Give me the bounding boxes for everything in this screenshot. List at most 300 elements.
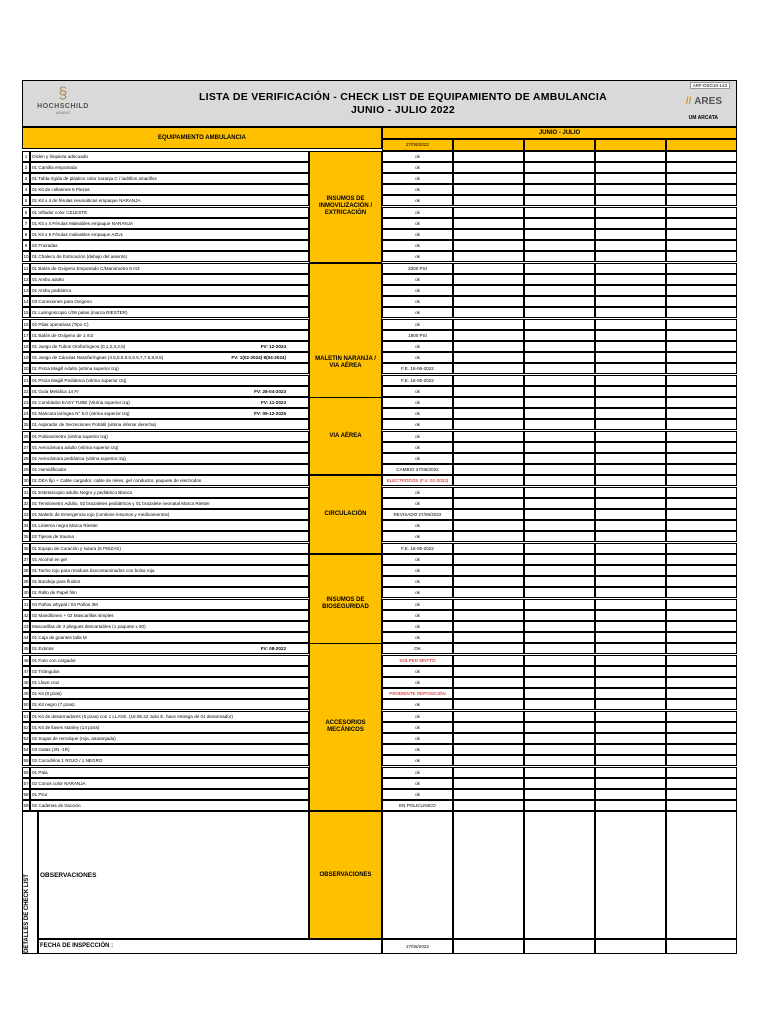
row-number: 17 [22, 330, 30, 341]
row-status-empty [524, 587, 595, 598]
row-status-empty [453, 397, 524, 408]
row-item: 01 Rollo de Papel film [30, 587, 309, 598]
row-status-empty [453, 789, 524, 800]
row-status-empty [666, 207, 737, 218]
row-number: 16 [22, 319, 30, 330]
row-status: ok [382, 285, 453, 296]
row-item: 02 Cadenas de tracción [30, 800, 309, 811]
row-status-empty [453, 677, 524, 688]
row-status-empty [666, 789, 737, 800]
row-status-empty [524, 699, 595, 710]
row-number: 9 [22, 240, 30, 251]
brand-mark-icon: // [685, 96, 692, 107]
row-status-empty [666, 431, 737, 442]
row-status-empty [666, 576, 737, 587]
date-column-header: 27/06/2022 [382, 139, 453, 151]
equipment-header: EQUIPAMIENTO AMBULANCIA [22, 127, 382, 149]
row-status-empty [595, 431, 666, 442]
row-number: 22 [22, 386, 30, 397]
row-item: 01 Linterna negra Marca Riester [30, 520, 309, 531]
row-status-empty [666, 643, 737, 654]
row-status-empty [524, 431, 595, 442]
row-status-empty [453, 666, 524, 677]
row-item: 01 Aerocámara adulto (vitrina superior izq) [30, 442, 309, 453]
row-status-empty [595, 274, 666, 285]
row-number: 47 [22, 666, 30, 677]
row-status: F.E. 18-06-2022 [382, 363, 453, 374]
row-number: 56 [22, 767, 30, 778]
row-item: Mascarillas de 3 pliegues descartables (1 paquete x 50) [30, 621, 309, 632]
row-status-empty [524, 789, 595, 800]
row-status-empty [595, 442, 666, 453]
row-status-empty [453, 587, 524, 598]
row-status-empty [666, 666, 737, 677]
row-status: ok [382, 576, 453, 587]
row-status: ok [382, 431, 453, 442]
row-status-empty [524, 240, 595, 251]
unit-label: UM ARCATA [688, 115, 718, 121]
row-status-empty [666, 263, 737, 274]
row-status-empty [666, 319, 737, 330]
row-status-empty [595, 251, 666, 262]
row-item: 01 Ambu pediátrico [30, 285, 309, 296]
row-number: 13 [22, 285, 30, 296]
row-status: ELECTRODOS (F.V. 02-2022) [382, 475, 453, 486]
row-item: 01 Balón de Oxígeno Empotrado C/Manómetro 6 m3 [30, 263, 309, 274]
row-number: 33 [22, 509, 30, 520]
row-status-empty [666, 711, 737, 722]
row-status-empty [595, 666, 666, 677]
row-status: REVISADO 27/06/2022 [382, 509, 453, 520]
row-status-empty [595, 610, 666, 621]
row-number: 36 [22, 543, 30, 554]
row-status-empty [666, 274, 737, 285]
row-status-empty [524, 162, 595, 173]
row-item: 01 Humidificador [30, 464, 309, 475]
row-status-empty [524, 487, 595, 498]
row-status-empty [524, 576, 595, 587]
row-status-empty [524, 195, 595, 206]
row-number: 50 [22, 699, 30, 710]
row-item: 01 Kit de collarines 6 Piezas [30, 184, 309, 195]
row-item: 01 Estetoscopio adulto Negro y pediátrico Blanco [30, 487, 309, 498]
row-status: ok [382, 587, 453, 598]
row-item: 01 Faro con cargador [30, 655, 309, 666]
row-status: ok [382, 632, 453, 643]
row-status: EN POLICLINICO [382, 800, 453, 811]
row-item: 01 Máscara laríngea N° 5.0 (vitrina superior izq) FV: 09-12-2025 [30, 408, 309, 419]
row-status-empty [453, 363, 524, 374]
row-status-empty [595, 565, 666, 576]
row-status-empty [595, 643, 666, 654]
row-status: ok [382, 599, 453, 610]
side-label-cell [22, 811, 38, 954]
period-header: JUNIO - JULIO [382, 127, 737, 139]
row-status: ok [382, 229, 453, 240]
row-status-empty [595, 531, 666, 542]
row-item: 01 DEA fijo + Cable cargador, cable de rieles, gel conductor, paquete de electrodos [30, 475, 309, 486]
row-status: ok [382, 341, 453, 352]
row-status-empty [666, 307, 737, 318]
doc-code: ARF-DSG10-143 [690, 82, 730, 89]
row-status-empty [595, 733, 666, 744]
row-item: 01 Pulsioxímetro (vitrina superior izq) [30, 431, 309, 442]
row-status-empty [595, 498, 666, 509]
row-number: 57 [22, 778, 30, 789]
row-status-empty [595, 778, 666, 789]
row-status-empty [595, 408, 666, 419]
row-status-empty [595, 330, 666, 341]
row-status: ok [382, 744, 453, 755]
date-column-header [595, 139, 666, 151]
row-number: 37 [22, 554, 30, 565]
row-status-empty [595, 285, 666, 296]
row-number: 1 [22, 151, 30, 162]
row-status-empty [595, 543, 666, 554]
row-number: 35 [22, 531, 30, 542]
row-status-empty [595, 307, 666, 318]
row-status-empty [453, 610, 524, 621]
row-expiry: FV: 09-12-2025 [254, 411, 286, 417]
row-status-empty [453, 498, 524, 509]
row-status-empty [453, 711, 524, 722]
row-number: 54 [22, 744, 30, 755]
row-number: 10 [22, 251, 30, 262]
row-status: ok [382, 520, 453, 531]
row-status-empty [595, 352, 666, 363]
row-number: 48 [22, 677, 30, 688]
row-item: 01 Chaleco de Extricación (debajo del asiento) [30, 251, 309, 262]
row-status-empty [453, 307, 524, 318]
row-status-empty [666, 229, 737, 240]
row-item: 01 Extintor FV: 08-2022 [30, 643, 309, 654]
row-item: 01 Kit de desarmadores (6 pzas) con 1 LLAVE. (18.05.22 Julio E. hace entrega de 01 desarmador) [30, 711, 309, 722]
row-item: 02 Mandiloneo + 02 Mascarillas simples [30, 610, 309, 621]
row-number: 5 [22, 195, 30, 206]
row-status-empty [666, 554, 737, 565]
row-status-empty [595, 464, 666, 475]
row-status-empty [595, 699, 666, 710]
detalles-side-label: DETALLES DE CHECK LIST [24, 874, 30, 953]
row-status: ok [382, 755, 453, 766]
row-status-empty [524, 543, 595, 554]
row-status-empty [453, 184, 524, 195]
row-status: 1900 PSI [382, 330, 453, 341]
row-status-empty [666, 767, 737, 778]
row-status-empty [666, 386, 737, 397]
row-status-empty [524, 397, 595, 408]
row-status-empty [524, 453, 595, 464]
row-status-empty [453, 442, 524, 453]
row-item: 01 Kit x 4 de férulas neumáticas empaque NARANJA [30, 195, 309, 206]
row-status-empty [666, 599, 737, 610]
observaciones-cell [666, 811, 737, 939]
row-item: 01 Kit de llaves stanley (14 pzas) [30, 722, 309, 733]
row-status-empty [524, 442, 595, 453]
row-status-empty [524, 677, 595, 688]
date-column-header [524, 139, 595, 151]
row-status-empty [595, 744, 666, 755]
row-status-empty [666, 621, 737, 632]
row-status-empty [524, 666, 595, 677]
row-status-empty [524, 386, 595, 397]
row-number: 26 [22, 431, 30, 442]
row-status: ok [382, 184, 453, 195]
row-status-empty [453, 487, 524, 498]
row-status-empty [453, 800, 524, 811]
row-status: ok [382, 498, 453, 509]
row-status: ok [382, 789, 453, 800]
row-item: 01 Combitubo EASY TUBE (Vitrina superior izq) FV: 11-2023 [30, 397, 309, 408]
row-status-empty [524, 744, 595, 755]
row-status-empty [453, 531, 524, 542]
brand-name: ARES [694, 96, 722, 107]
row-status: CAMBIO 27/06/2022 [382, 464, 453, 475]
row-status-empty [666, 587, 737, 598]
row-status-empty [666, 677, 737, 688]
row-status-empty [453, 375, 524, 386]
row-status-empty [524, 419, 595, 430]
row-number: 30 [22, 475, 30, 486]
row-status-empty [453, 419, 524, 430]
fecha-empty [453, 939, 524, 954]
row-status: F.E. 18-06-2022 [382, 375, 453, 386]
row-item: 02 Cocodrilos 1 ROJO / 1 NEGRO [30, 755, 309, 766]
row-status-empty [524, 319, 595, 330]
row-status-empty [524, 767, 595, 778]
row-status-empty [595, 599, 666, 610]
row-status: ok [382, 610, 453, 621]
category-label: INSUMOS DE BIOSEGURIDAD [309, 554, 382, 655]
row-status-empty [666, 632, 737, 643]
row-number: 20 [22, 363, 30, 374]
row-item: 01 Inflador color CELESTE [30, 207, 309, 218]
row-item: 01 Pala [30, 767, 309, 778]
row-status-empty [524, 375, 595, 386]
row-status-empty [595, 755, 666, 766]
row-status-empty [595, 655, 666, 666]
row-status-empty [666, 487, 737, 498]
row-status-empty [666, 610, 737, 621]
row-status-empty [524, 296, 595, 307]
row-status-empty [453, 509, 524, 520]
category-label: ACCESORIOS MECÁNICOS [309, 643, 382, 811]
row-number: 44 [22, 632, 30, 643]
row-status-empty [524, 207, 595, 218]
row-status-empty [666, 699, 737, 710]
row-status: ok [382, 565, 453, 576]
row-status-empty [595, 487, 666, 498]
row-number: 19 [22, 352, 30, 363]
row-status-empty [453, 565, 524, 576]
row-number: 7 [22, 218, 30, 229]
row-item: 01 Aspirador de Secreciones Portátil (vitrina inferior derecha) [30, 419, 309, 430]
row-status: ok [382, 352, 453, 363]
row-expiry: FV: 28-04-2023 [254, 388, 286, 394]
row-status: ok [382, 487, 453, 498]
row-status-empty [666, 531, 737, 542]
row-status-empty [666, 543, 737, 554]
observaciones-cell [453, 811, 524, 939]
row-item: 03 Gatas (2N -1R) [30, 744, 309, 755]
row-status-empty [453, 263, 524, 274]
row-status-empty [666, 296, 737, 307]
row-status-empty [524, 755, 595, 766]
row-item: 02 Triángulos [30, 666, 309, 677]
observaciones-category: OBSERVACIONES [309, 811, 382, 939]
row-number: 29 [22, 464, 30, 475]
row-status-empty [524, 151, 595, 162]
fecha-empty [595, 939, 666, 954]
row-item: 01 Kit (8 pzas) [30, 688, 309, 699]
row-status-empty [524, 330, 595, 341]
row-status-empty [453, 240, 524, 251]
row-status-empty [524, 643, 595, 654]
row-status: ok [382, 621, 453, 632]
row-item: 01 Llave cruz [30, 677, 309, 688]
category-label: VIA AÉREA [309, 397, 382, 475]
row-status-empty [595, 632, 666, 643]
row-number: 46 [22, 655, 30, 666]
row-status-empty [524, 655, 595, 666]
row-status-empty [595, 789, 666, 800]
row-status-empty [595, 621, 666, 632]
row-status-empty [595, 767, 666, 778]
row-status-empty [666, 688, 737, 699]
row-status-empty [524, 251, 595, 262]
row-status-empty [453, 341, 524, 352]
row-status: ok [382, 453, 453, 464]
row-status-empty [595, 296, 666, 307]
row-status-empty [595, 240, 666, 251]
row-item: 01 Kit x 4 Férulas Maleables empaque NARANJA [30, 218, 309, 229]
row-status-empty [666, 240, 737, 251]
row-status-empty [666, 778, 737, 789]
row-status-empty [595, 397, 666, 408]
row-status: ok [382, 733, 453, 744]
row-number: 52 [22, 722, 30, 733]
fecha-empty [524, 939, 595, 954]
row-status-empty [453, 722, 524, 733]
row-status-empty [453, 599, 524, 610]
row-status-empty [666, 397, 737, 408]
row-status: PENDIENTE REPOSICIÓN [382, 688, 453, 699]
row-number: 34 [22, 520, 30, 531]
row-status-empty [453, 621, 524, 632]
row-status-empty [453, 643, 524, 654]
row-status: ok [382, 173, 453, 184]
row-item: 01 Caja de guantes talla M [30, 632, 309, 643]
row-status-empty [666, 733, 737, 744]
row-status-empty [453, 207, 524, 218]
row-status-empty [453, 699, 524, 710]
row-status-empty [453, 251, 524, 262]
row-expiry: FV: 12-2024 [260, 343, 286, 349]
fecha-label: FECHA DE INSPECCIÓN : [38, 939, 382, 954]
row-status-empty [453, 655, 524, 666]
row-item: 01 Bandeja para fluidos [30, 576, 309, 587]
row-status-empty [595, 375, 666, 386]
row-status-empty [666, 375, 737, 386]
row-number: 21 [22, 375, 30, 386]
row-number: 11 [22, 263, 30, 274]
observaciones-cell [595, 811, 666, 939]
row-item: 01 Tabla rígida de plástico color naranja C / ladrillos amarillos [30, 173, 309, 184]
row-status-empty [666, 352, 737, 363]
row-status-empty [595, 677, 666, 688]
page-title: LISTA DE VERIFICACIÓN - CHECK LIST DE EQUIPAMIENTO DE AMBULANCIA [198, 91, 608, 103]
row-number: 6 [22, 207, 30, 218]
date-column-header [666, 139, 737, 151]
row-status-empty [595, 218, 666, 229]
row-status-empty [524, 621, 595, 632]
row-status: ok [382, 151, 453, 162]
row-status-empty [666, 509, 737, 520]
row-status-empty [595, 711, 666, 722]
page-subtitle: JUNIO - JULIO 2022 [350, 104, 456, 116]
row-status-empty [453, 330, 524, 341]
row-status-empty [453, 554, 524, 565]
row-status-empty [453, 431, 524, 442]
row-status-empty [595, 419, 666, 430]
row-status-empty [453, 319, 524, 330]
row-status: ok [382, 666, 453, 677]
row-status-empty [453, 755, 524, 766]
row-status-empty [524, 408, 595, 419]
row-status-empty [595, 576, 666, 587]
row-status-empty [524, 285, 595, 296]
row-status: ok [382, 218, 453, 229]
company-logo [33, 85, 93, 123]
row-status: ok [382, 240, 453, 251]
row-item: 01 Juego de Tubos Orofaríngeos (0,1,2,3,4,5) FV: 12-2024 [30, 341, 309, 352]
category-label: CIRCULACIÓN [309, 475, 382, 553]
row-status-empty [453, 386, 524, 397]
row-number: 41 [22, 599, 30, 610]
row-status-empty [524, 531, 595, 542]
row-status-empty [595, 229, 666, 240]
row-status-empty [666, 408, 737, 419]
fecha-value: 27/06/2022 [382, 939, 453, 954]
row-status: F.E. 18-06-2022 [382, 543, 453, 554]
row-status-empty [524, 778, 595, 789]
row-status-empty [666, 655, 737, 666]
sheet-header [22, 80, 737, 127]
row-item: 02 Frazadas [30, 240, 309, 251]
row-status-empty [453, 520, 524, 531]
row-status-empty [595, 363, 666, 374]
row-status-empty [666, 520, 737, 531]
row-status-empty [453, 767, 524, 778]
row-item: 01 Ambu adulto [30, 274, 309, 285]
row-expiry: FV: 11-2023 [260, 399, 286, 405]
row-item: 01 Equipo de Curación y sutura (5 PIEZAS) [30, 543, 309, 554]
row-status: ok [382, 307, 453, 318]
row-status-empty [666, 419, 737, 430]
row-status-empty [666, 722, 737, 733]
row-number: 28 [22, 453, 30, 464]
row-status-empty [524, 363, 595, 374]
row-number: 4 [22, 184, 30, 195]
row-status-empty [453, 151, 524, 162]
row-status-empty [595, 554, 666, 565]
row-number: 58 [22, 789, 30, 800]
date-column-header [453, 139, 524, 151]
row-number: 38 [22, 565, 30, 576]
row-status: SOLPED MNTTO [382, 655, 453, 666]
row-status-empty [666, 453, 737, 464]
row-status: 2000 PSI [382, 263, 453, 274]
